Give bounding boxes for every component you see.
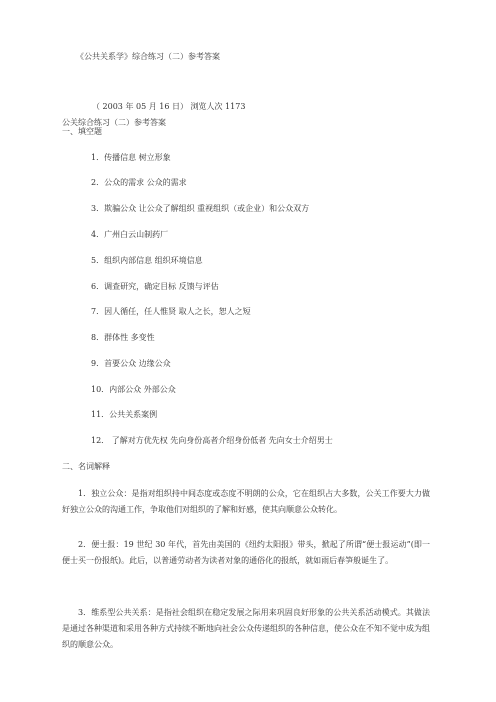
document-title: 《公共关系学》综合练习（二）参考答案 bbox=[76, 52, 220, 61]
section-heading-fill-in: 一、填空题 bbox=[62, 127, 102, 136]
answer-item: 5．组织内部信息 组织环境信息 bbox=[91, 256, 203, 265]
answer-item: 1．传播信息 树立形象 bbox=[91, 153, 171, 162]
definition-paragraph: 2．便士报：19 世纪 30 年代，首先由美国的《纽约太阳报》带头，掀起了所谓“便士报运动”(即一便士买一份报纸)。此后，以普通劳动者为读者对象的通俗化的报纸，就如雨后春笋般诞生了。 bbox=[62, 540, 430, 565]
document-meta: （ 2003 年 05 月 16 日） 浏览人次 1173 bbox=[92, 102, 246, 111]
answer-item: 2．公众的需求 公众的需求 bbox=[91, 178, 187, 187]
answer-item: 4．广州白云山制药厂 bbox=[91, 230, 169, 239]
definition-paragraph: 1．独立公众：是指对组织持中间态度或态度不明朗的公众，它在组织占大多数，公关工作要大力做好独立公众的沟通工作，争取他们对组织的了解和好感，使其向顺意公众转化。 bbox=[62, 489, 430, 514]
answer-item: 11．公共关系案例 bbox=[91, 410, 158, 419]
document-subtitle: 公关综合练习（二）参考答案 bbox=[62, 118, 166, 127]
answer-item: 7．因人循任，任人惟贤 取人之长，恕人之短 bbox=[91, 307, 251, 316]
answer-item: 3．欺骗公众 让公众了解组织 重视组织（或企业）和公众双方 bbox=[91, 204, 310, 213]
answer-item: 10．内部公众 外部公众 bbox=[91, 385, 176, 394]
section-heading-definitions: 二、名词解释 bbox=[62, 462, 110, 471]
answer-item: 12． 了解对方优先权 先向身份高者介绍身份低者 先向女士介绍男士 bbox=[91, 436, 333, 445]
answer-item: 6．调查研究，确定目标 反馈与评估 bbox=[91, 282, 219, 291]
definition-paragraph: 3．维系型公共关系：是指社会组织在稳定发展之际用来巩固良好形象的公共关系活动模式。其做法是通过各种渠道和采用各种方式持续不断地向社会公众传递组织的各种信息，使公众在不知不觉中成为组织的顺意公众。 bbox=[62, 608, 430, 649]
answer-item: 9．首要公众 边缘公众 bbox=[91, 359, 171, 368]
answer-item: 8．群体性 多变性 bbox=[91, 333, 155, 342]
